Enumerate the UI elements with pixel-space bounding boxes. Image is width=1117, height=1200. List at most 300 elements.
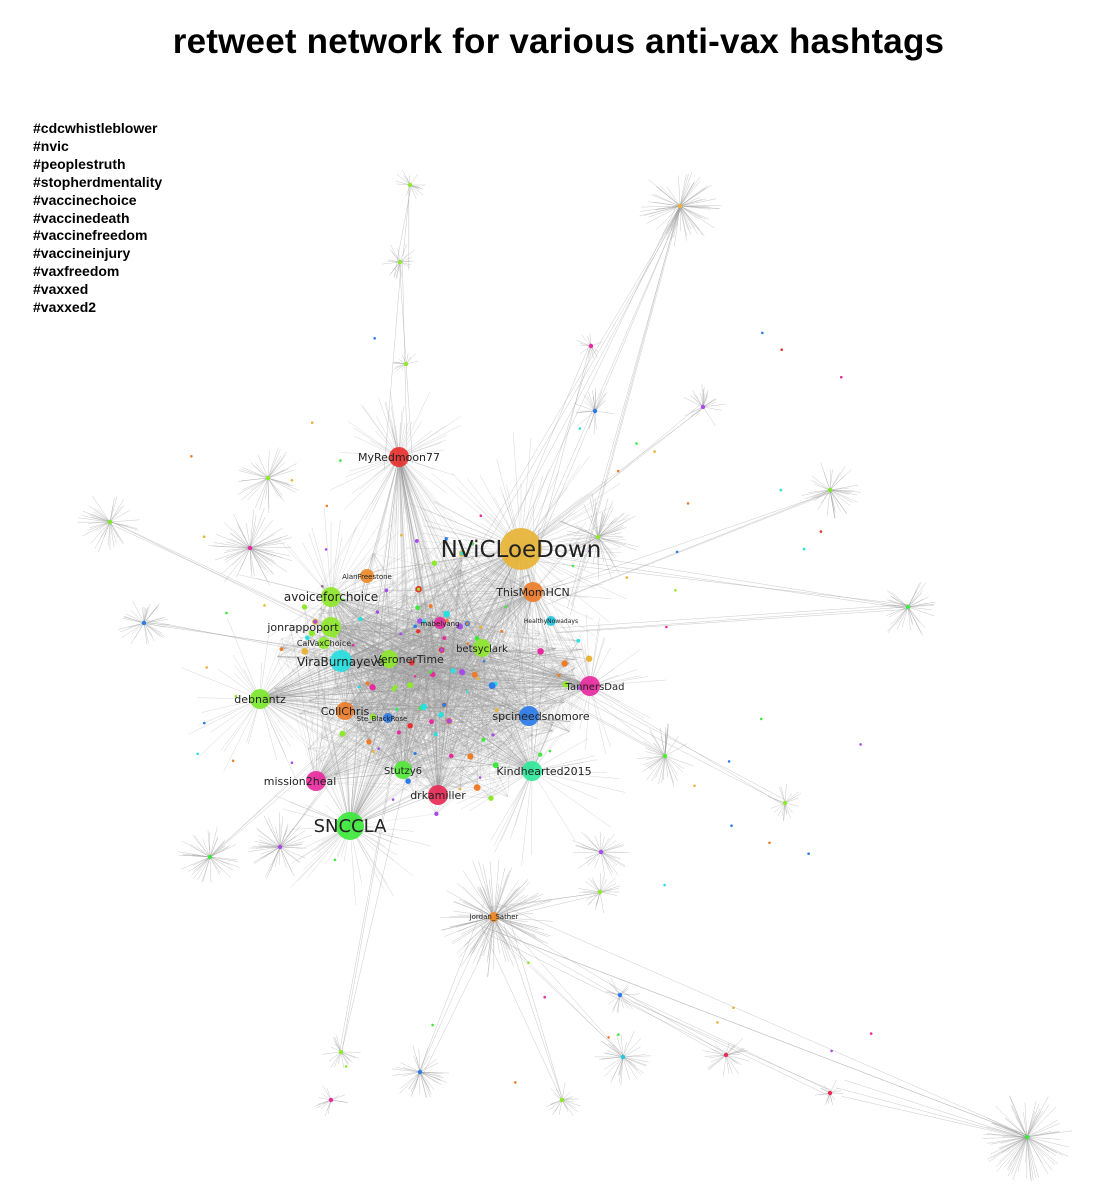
edge [196,699,260,759]
edge [144,623,153,637]
minor-node [678,204,682,208]
minor-node [618,993,622,997]
minor-node [472,672,478,678]
edge [532,771,533,855]
edge [383,262,401,264]
edge [781,787,785,803]
minor-node [429,671,432,674]
minor-node [291,761,294,764]
edge [580,892,601,893]
minor-node [537,648,544,655]
minor-node [626,576,629,579]
hashtag-item: #vaccineinjury [33,245,131,262]
edge [216,534,250,548]
minor-node [760,718,763,721]
node-label: SNCCLA [313,816,387,837]
minor-node [203,535,206,538]
minor-node [557,674,560,677]
edge [532,771,575,840]
edge [250,537,292,548]
minor-node [504,606,507,609]
edge [110,520,139,522]
edge [495,915,727,1055]
edge [560,609,907,632]
minor-node [761,332,764,335]
minor-node [413,624,416,627]
minor-node [373,337,376,340]
edge [420,906,494,1072]
minor-node [369,684,375,690]
edge [241,469,268,478]
edge [623,1039,641,1058]
hashtag-item: #peoplestruth [33,155,126,172]
minor-node [377,747,380,750]
edge [771,803,785,808]
minor-node [1025,1135,1029,1139]
edge [600,874,605,892]
edge [408,207,683,681]
edge [600,873,601,892]
hashtag-item: #vaccinedeath [33,209,130,226]
minor-node [429,719,434,724]
minor-node [205,666,208,669]
minor-node [358,686,361,689]
edge [402,170,410,185]
edge [193,857,210,879]
minor-node [560,1098,564,1102]
node-label: Stutzy6 [383,766,423,777]
edge [779,787,785,803]
hashtag-item: #stopherdmentality [33,173,163,190]
minor-node [621,1055,625,1059]
minor-node [870,1032,873,1035]
edge [726,1055,729,1073]
minor-node [593,409,597,413]
minor-node [514,1081,517,1084]
minor-node [466,622,469,625]
minor-node [248,546,252,550]
edge [510,343,590,534]
minor-node [479,626,482,629]
edge [493,930,1030,1136]
node-label: CollChris [320,705,370,718]
minor-node [527,961,530,964]
edge [617,994,829,1096]
minor-node [474,784,481,791]
minor-node [617,1033,620,1036]
edge [908,582,926,607]
minor-node [414,752,417,755]
minor-node [429,604,433,608]
edge [595,388,596,411]
minor-node [635,442,638,445]
minor-node [208,855,212,859]
node-label: mission2heal [263,775,337,788]
minor-node [302,604,307,609]
edge [123,618,144,623]
minor-node [491,733,494,736]
minor-node [398,260,402,264]
node-label: Kindhearted2015 [496,765,592,778]
minor-node [466,690,469,693]
minor-node [108,520,112,524]
minor-node [385,589,389,593]
edge [812,476,830,490]
edge [334,1052,341,1067]
minor-node [392,798,395,801]
minor-node [476,677,479,680]
minor-node [418,1070,422,1074]
minor-node [489,682,496,689]
page-title: retweet network for various anti-vax hashtags [172,22,945,61]
minor-node [434,812,438,816]
edge [601,846,624,852]
edge [560,605,908,628]
edge [562,1100,573,1116]
minor-node [693,785,696,788]
minor-node [674,589,677,592]
edge [110,510,130,522]
minor-node [408,183,412,187]
edge [595,411,614,414]
edge [309,533,331,597]
edge [588,852,601,865]
minor-node [724,1053,728,1057]
node-label: betsyclark [456,644,508,655]
minor-node [467,753,473,759]
edge [250,516,256,548]
minor-node [543,996,546,999]
edge [623,1057,637,1080]
node-label: TannersDad [565,682,625,693]
edge [423,924,498,1075]
hashtag-item: #vaccinechoice [33,191,137,208]
minor-node [414,675,417,678]
hashtag-item: #vaxxed [33,281,89,298]
edge [708,1055,726,1069]
minor-node [321,585,323,587]
minor-node [728,760,731,763]
edge [122,623,144,638]
edge [491,771,532,840]
edge [623,1031,634,1057]
minor-node [663,754,667,758]
minor-node [190,455,193,458]
minor-node [393,685,397,689]
minor-node [589,344,593,348]
edge [555,685,787,805]
edge [644,206,680,216]
edge [785,803,791,818]
edge [390,249,401,262]
edge [598,525,623,537]
edge [595,411,596,429]
minor-node [442,636,446,640]
minor-node [225,612,228,615]
minor-node [345,1065,348,1068]
minor-node [730,824,733,827]
edge [336,1036,341,1052]
edge [680,206,721,207]
edge [494,917,521,945]
minor-node [416,629,420,633]
edge [268,451,269,478]
edge [598,537,638,547]
minor-node [399,632,402,635]
minor-node [906,605,910,609]
minor-node [417,588,420,591]
edge [723,1055,726,1077]
edge [230,533,250,548]
node-label: debnantz [234,693,286,706]
minor-node [407,682,413,688]
minor-node [232,760,235,763]
node-label: avoiceforchoice [283,590,379,604]
edge [526,405,700,551]
edge [399,1072,420,1094]
minor-node [549,750,552,753]
edge [1027,1137,1068,1156]
minor-node [768,842,771,845]
minor-node [579,427,582,430]
edge [785,793,801,803]
edge [496,903,1028,1136]
edge [331,1100,348,1103]
edge [90,522,110,544]
minor-node [196,753,199,756]
minor-node [372,750,375,753]
minor-node [830,1050,833,1053]
edge [280,847,292,871]
edge [494,880,519,917]
edge [224,523,250,548]
edge [908,583,920,607]
edge [509,205,677,555]
minor-node [400,534,403,537]
minor-node [807,852,810,855]
minor-node [783,801,787,805]
minor-node [395,708,398,711]
edge [815,484,831,490]
minor-node [449,754,454,759]
minor-node [326,505,329,508]
minor-node [442,703,446,707]
edge [600,832,601,852]
minor-node [482,738,486,742]
edge [574,403,595,411]
hashtag-item: #vaxxed2 [33,299,97,316]
edge [551,694,664,756]
minor-node [820,530,823,533]
minor-node [434,732,438,736]
minor-node [266,476,270,480]
edge [703,407,715,426]
edge [830,490,835,519]
minor-node [451,668,456,673]
edge-layer [78,170,1072,1182]
minor-node [325,548,328,551]
minor-node [431,1024,434,1027]
edge [1025,1103,1027,1138]
node-label: CalVaxChoice [296,639,352,648]
edge [236,548,250,578]
edge [487,921,625,1057]
edge [323,1086,331,1101]
minor-node [480,514,483,517]
minor-node [447,718,452,723]
edge [324,508,331,597]
edge [331,526,356,597]
minor-node [301,648,308,655]
edge [280,847,287,868]
node-label: AlanFreestone [342,573,392,581]
edge [250,548,268,572]
minor-node [488,796,493,801]
minor-node [203,722,206,725]
edge [210,857,211,883]
edge [572,677,782,804]
minor-node [263,604,266,607]
edge [726,1055,732,1074]
node-label: Ste_BlackRose [356,715,408,723]
minor-node [676,551,679,554]
node-label: mabelyang [420,620,460,628]
edge [573,852,601,853]
edge [703,407,722,410]
minor-node [828,488,832,492]
minor-node [479,776,481,778]
edge [481,925,563,1102]
edge [504,925,564,1103]
minor-node [339,1050,343,1054]
edge [556,607,911,633]
edge [227,618,260,699]
minor-node [366,681,370,685]
edge [420,1072,429,1088]
edge [592,877,600,892]
minor-node [599,850,603,854]
minor-node [366,739,371,744]
edge [579,888,601,892]
minor-node [311,421,314,424]
edge [620,994,640,995]
edge [600,892,617,896]
edge [521,410,702,544]
edge [845,1080,1029,1139]
edge [837,1088,1029,1139]
minor-node [859,743,862,746]
edge [665,756,684,769]
edge [500,929,724,1056]
minor-node [329,1098,333,1102]
node-label: jonrappoport [267,621,339,634]
edge [623,1057,638,1071]
minor-node [440,648,444,652]
edge [536,343,591,559]
hashtag-item: #vaxfreedom [33,263,120,280]
minor-node [780,348,783,351]
hashtag-list [33,120,162,317]
edge [623,993,829,1090]
edge [590,618,599,686]
minor-node [716,1021,719,1024]
minor-node [397,731,401,735]
minor-node [538,753,542,757]
edge [365,457,399,520]
edge [120,623,144,632]
minor-node [483,660,485,662]
minor-node [415,605,420,610]
edge [491,906,624,1055]
edge [522,771,533,866]
edge [600,892,604,913]
edge [551,1088,563,1100]
edge [418,903,484,1075]
edge [562,1100,578,1112]
minor-node [404,362,408,366]
minor-node-layer [108,183,1029,1139]
minor-node [438,712,444,718]
edge [679,176,681,207]
edge [411,1072,420,1092]
minor-node [339,459,342,462]
minor-node [840,376,843,379]
minor-node [598,890,602,894]
minor-node [405,778,411,784]
minor-node [339,731,345,737]
minor-node [334,859,337,862]
node-label: MyRedmoon77 [357,451,441,464]
edge [534,207,682,558]
edge [605,1057,624,1077]
minor-node [432,560,437,565]
minor-node [701,405,705,409]
minor-node [576,639,580,643]
minor-node [561,660,567,666]
node-label: VeronerTime [374,653,444,666]
minor-node [376,610,379,613]
minor-node [407,723,413,729]
hashtag-item: #nvic [33,137,69,154]
node-label: HealthyNowadays [523,618,579,625]
minor-node [828,1091,832,1095]
minor-node [653,450,656,453]
node-label: drkamiller [410,789,466,802]
edge [534,208,681,543]
edge [268,450,280,478]
edge [660,186,680,206]
minor-node [665,626,668,629]
node-label: ViraBurnayeva [296,655,386,669]
minor-node [732,1007,735,1010]
node-label: spcineedsnomore [492,710,590,723]
minor-node [586,656,592,662]
edge [266,847,280,879]
minor-node [663,884,666,887]
minor-node [352,644,355,647]
node-label: Jordan_Sather [469,913,519,921]
edge [419,1072,420,1094]
minor-node [142,621,146,625]
minor-node [607,1036,610,1039]
edge [594,411,595,434]
edge [241,478,268,500]
edge [532,771,611,827]
edge [815,1093,830,1095]
hashtag-item: #vaccinefreedom [33,227,148,244]
minor-node [278,845,282,849]
minor-node [803,548,806,551]
